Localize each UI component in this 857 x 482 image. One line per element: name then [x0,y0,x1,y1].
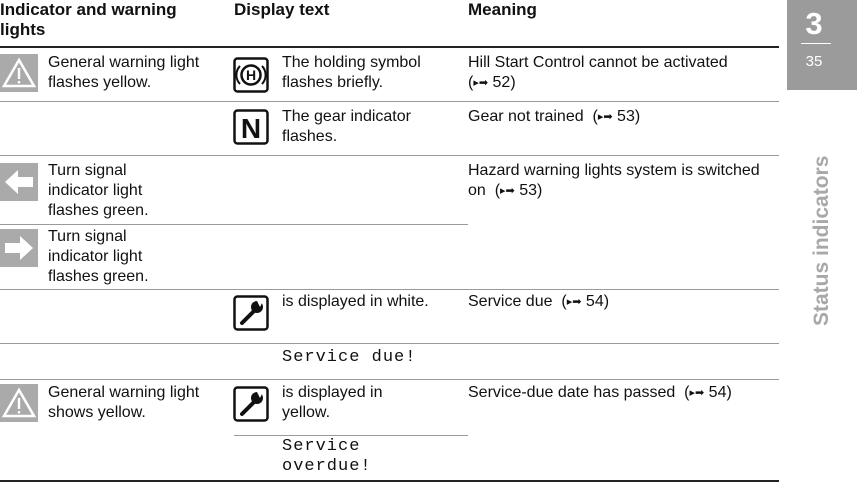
warning-triangle-icon [0,384,38,422]
display-text: The gear indicator flashes. [282,108,411,145]
header-meaning: Meaning [468,0,537,19]
meaning-text: Hazard warning lights system is switched on (▸➡ 53) [468,162,760,199]
page-reference-icon: ▸➡ [566,295,582,308]
page-ref[interactable]: 54 [585,293,604,310]
header-indicator: Indicator and warning lights [0,0,177,39]
hold-h-icon [233,57,269,93]
svg-text:N: N [240,113,262,144]
page-ref[interactable]: 52 [492,74,511,91]
page-reference-icon: ▸➡ [689,386,705,399]
turn-right-arrow-icon [0,229,38,267]
header-rule [0,46,779,48]
page-ref[interactable]: 54 [708,384,727,401]
page-reference-icon: ▸➡ [500,184,515,197]
meaning-text: Hill Start Control cannot be activated (▸➡ 52) [468,54,728,91]
meaning-text: Service-due date has passed (▸➡ 54) [468,384,732,401]
page-number: 35 [805,53,823,70]
svg-text:H: H [245,67,257,83]
display-message: Service due! [282,348,417,367]
page-reference-icon: ▸➡ [597,110,613,123]
row-divider [0,343,779,344]
turn-left-arrow-icon [0,163,38,201]
indicator-text: Turn signal indicator light flashes green. [48,162,149,219]
meaning-text: Gear not trained (▸➡ 53) [468,108,641,125]
chapter-divider [801,43,831,44]
indicator-text: General warning light shows yellow. [48,384,200,421]
display-message: Service overdue! [282,437,372,476]
row-divider [234,435,468,436]
row-divider [0,155,779,156]
display-text: is displayed in yellow. [282,384,383,421]
chapter-number: 3 [805,6,823,41]
display-text: The holding symbol flashes briefly. [282,54,421,91]
indicator-text: General warning light flashes yellow. [48,54,200,91]
row-divider [0,379,779,380]
page-ref[interactable]: 53 [617,108,635,125]
row-divider [0,289,779,290]
header-display: Display text [234,0,330,19]
indicator-text: Turn signal indicator light flashes green. [48,228,149,285]
meaning-text: Service due (▸➡ 54) [468,293,610,310]
wrench-icon [233,295,269,331]
row-divider [0,224,468,225]
warning-triangle-icon [0,54,38,92]
display-text: is displayed in white. [282,293,429,310]
page-ref[interactable]: 53 [519,182,538,199]
gear-n-icon [233,109,269,145]
section-label: Status indicators [810,155,833,326]
wrench-icon [233,386,269,422]
page-reference-icon: ▸➡ [473,76,489,89]
row-divider [0,101,779,102]
